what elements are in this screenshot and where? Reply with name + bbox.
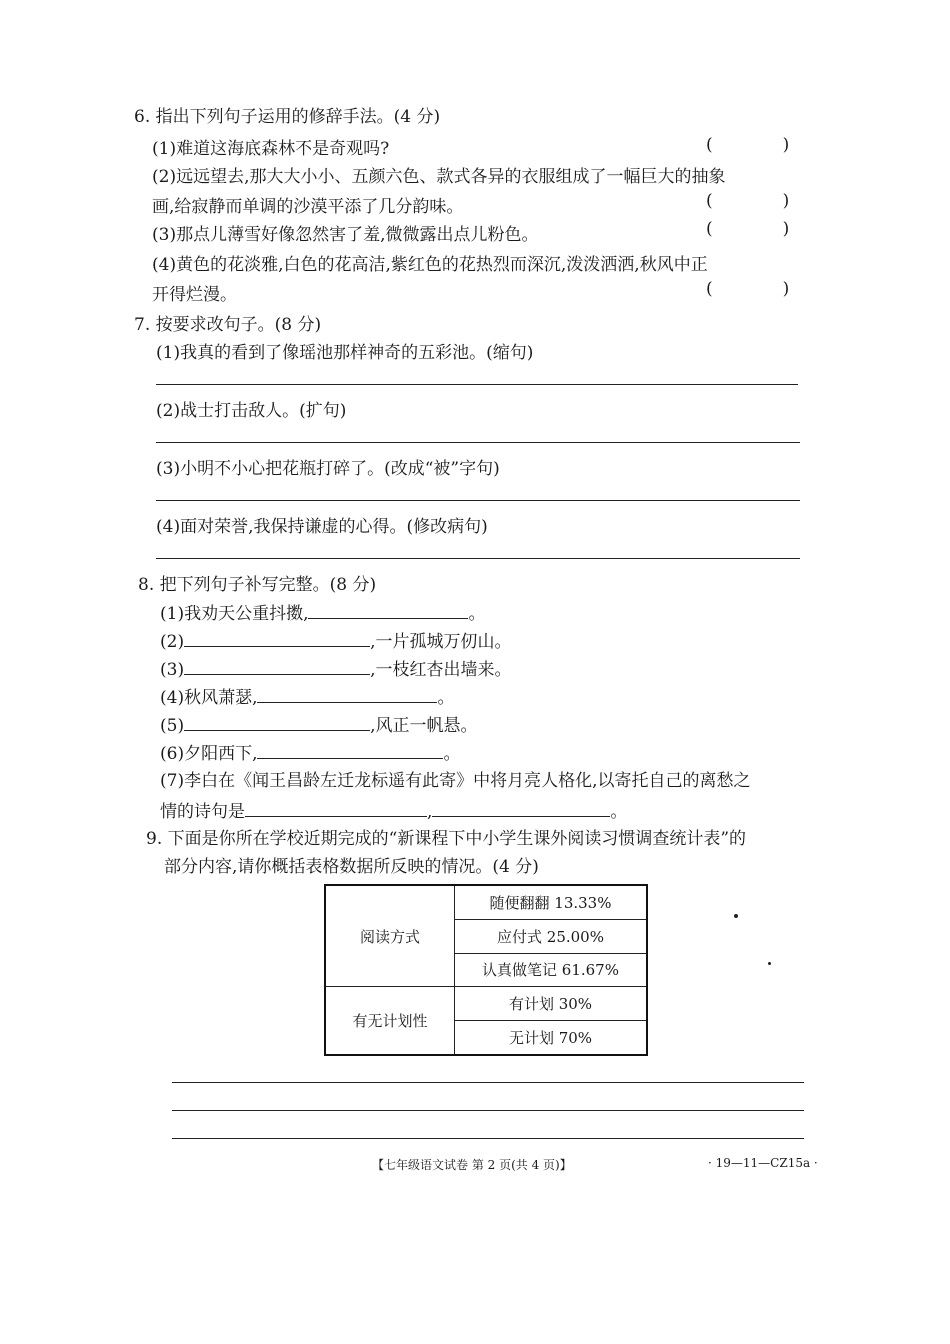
q8-title: 8. 把下列句子补写完整。(8 分) bbox=[138, 575, 377, 595]
table-row bbox=[325, 885, 647, 919]
q7-answer-line-3[interactable] bbox=[156, 500, 800, 501]
q6-sentence-2a: (2)远远望去,那大大小小、五颜六色、款式各异的衣服组成了一幅巨大的抽象 bbox=[152, 167, 726, 187]
table-cell: 认真做笔记 61.67% bbox=[455, 953, 648, 987]
q7-answer-line-4[interactable] bbox=[156, 558, 800, 559]
q6-sentence-3: (3)那点儿薄雪好像忽然害了羞,微微露出点儿粉色。 bbox=[152, 225, 539, 245]
q6-title: 6. 指出下列句子运用的修辞手法。(4 分) bbox=[134, 107, 441, 127]
scan-speck bbox=[734, 914, 738, 918]
table-cell: 无计划 70% bbox=[455, 1021, 648, 1055]
q8-item-5: (5) ,风正一帆悬。 bbox=[160, 716, 478, 736]
scan-speck bbox=[768, 962, 771, 965]
q9-answer-line-1[interactable] bbox=[172, 1082, 804, 1083]
q6-answer-2[interactable]: ( ) bbox=[706, 191, 790, 211]
q9-line-1: 9. 下面是你所在学校近期完成的“新课程下中小学生课外阅读习惯调查统计表”的 bbox=[146, 829, 747, 849]
q8-blank-7b[interactable] bbox=[432, 800, 610, 817]
q8-item-7a: (7)李白在《闻王昌龄左迁龙标遥有此寄》中将月亮人格化,以寄托自己的离愁之 bbox=[160, 771, 751, 791]
table-cell: 随便翻翻 13.33% bbox=[455, 885, 648, 919]
q8-item-1: (1)我劝天公重抖擞, 。 bbox=[160, 604, 486, 624]
q6-answer-1[interactable]: ( ) bbox=[706, 135, 790, 155]
q8-blank-3[interactable] bbox=[184, 658, 370, 675]
q7-title: 7. 按要求改句子。(8 分) bbox=[134, 315, 322, 335]
q8-item-6: (6)夕阳西下, 。 bbox=[160, 744, 461, 764]
footer-page-info: 【七年级语文试卷 第 2 页(共 4 页)】 bbox=[372, 1158, 572, 1172]
q7-sentence-4: (4)面对荣誉,我保持谦虚的心得。(修改病句) bbox=[156, 517, 488, 537]
q6-answer-3[interactable]: ( ) bbox=[706, 219, 790, 239]
q7-answer-line-2[interactable] bbox=[156, 442, 800, 443]
q8-blank-5[interactable] bbox=[184, 714, 370, 731]
q8-blank-7a[interactable] bbox=[245, 800, 427, 817]
q8-blank-2[interactable] bbox=[184, 630, 370, 647]
q8-item-4: (4)秋风萧瑟, 。 bbox=[160, 688, 455, 708]
table-cell: 有计划 30% bbox=[455, 987, 648, 1021]
q6-sentence-2b: 画,给寂静而单调的沙漠平添了几分韵味。 bbox=[152, 197, 464, 217]
q7-sentence-1: (1)我真的看到了像瑶池那样神奇的五彩池。(缩句) bbox=[156, 343, 534, 363]
q6-sentence-4a: (4)黄色的花淡雅,白色的花高洁,紫红色的花热烈而深沉,泼泼洒洒,秋风中正 bbox=[152, 255, 708, 275]
q6-sentence-1: (1)难道这海底森林不是奇观吗? bbox=[152, 139, 390, 159]
q8-item-7b: 情的诗句是 , 。 bbox=[160, 802, 628, 822]
footer-code: · 19—11—CZ15a · bbox=[708, 1156, 818, 1170]
table-cell: 应付式 25.00% bbox=[455, 919, 648, 953]
q8-blank-6[interactable] bbox=[257, 742, 443, 759]
table-category-planning: 有无计划性 bbox=[325, 987, 455, 1055]
survey-table bbox=[324, 884, 648, 1056]
q9-answer-line-2[interactable] bbox=[172, 1110, 804, 1111]
q9-answer-line-3[interactable] bbox=[172, 1138, 804, 1139]
table-category-reading-mode: 阅读方式 bbox=[325, 885, 455, 987]
q9-line-2: 部分内容,请你概括表格数据所反映的情况。(4 分) bbox=[164, 857, 539, 877]
q7-sentence-2: (2)战士打击敌人。(扩句) bbox=[156, 401, 347, 421]
table-row bbox=[325, 987, 647, 1021]
q8-item-2: (2) ,一片孤城万仞山。 bbox=[160, 632, 512, 652]
q8-item-3: (3) ,一枝红杏出墙来。 bbox=[160, 660, 512, 680]
q8-blank-1[interactable] bbox=[308, 602, 468, 619]
q6-sentence-4b: 开得烂漫。 bbox=[152, 285, 237, 305]
q8-blank-4[interactable] bbox=[257, 686, 437, 703]
q7-sentence-3: (3)小明不小心把花瓶打碎了。(改成“被”字句) bbox=[156, 459, 500, 479]
q6-answer-4[interactable]: ( ) bbox=[706, 279, 790, 299]
q7-answer-line-1[interactable] bbox=[156, 384, 798, 385]
